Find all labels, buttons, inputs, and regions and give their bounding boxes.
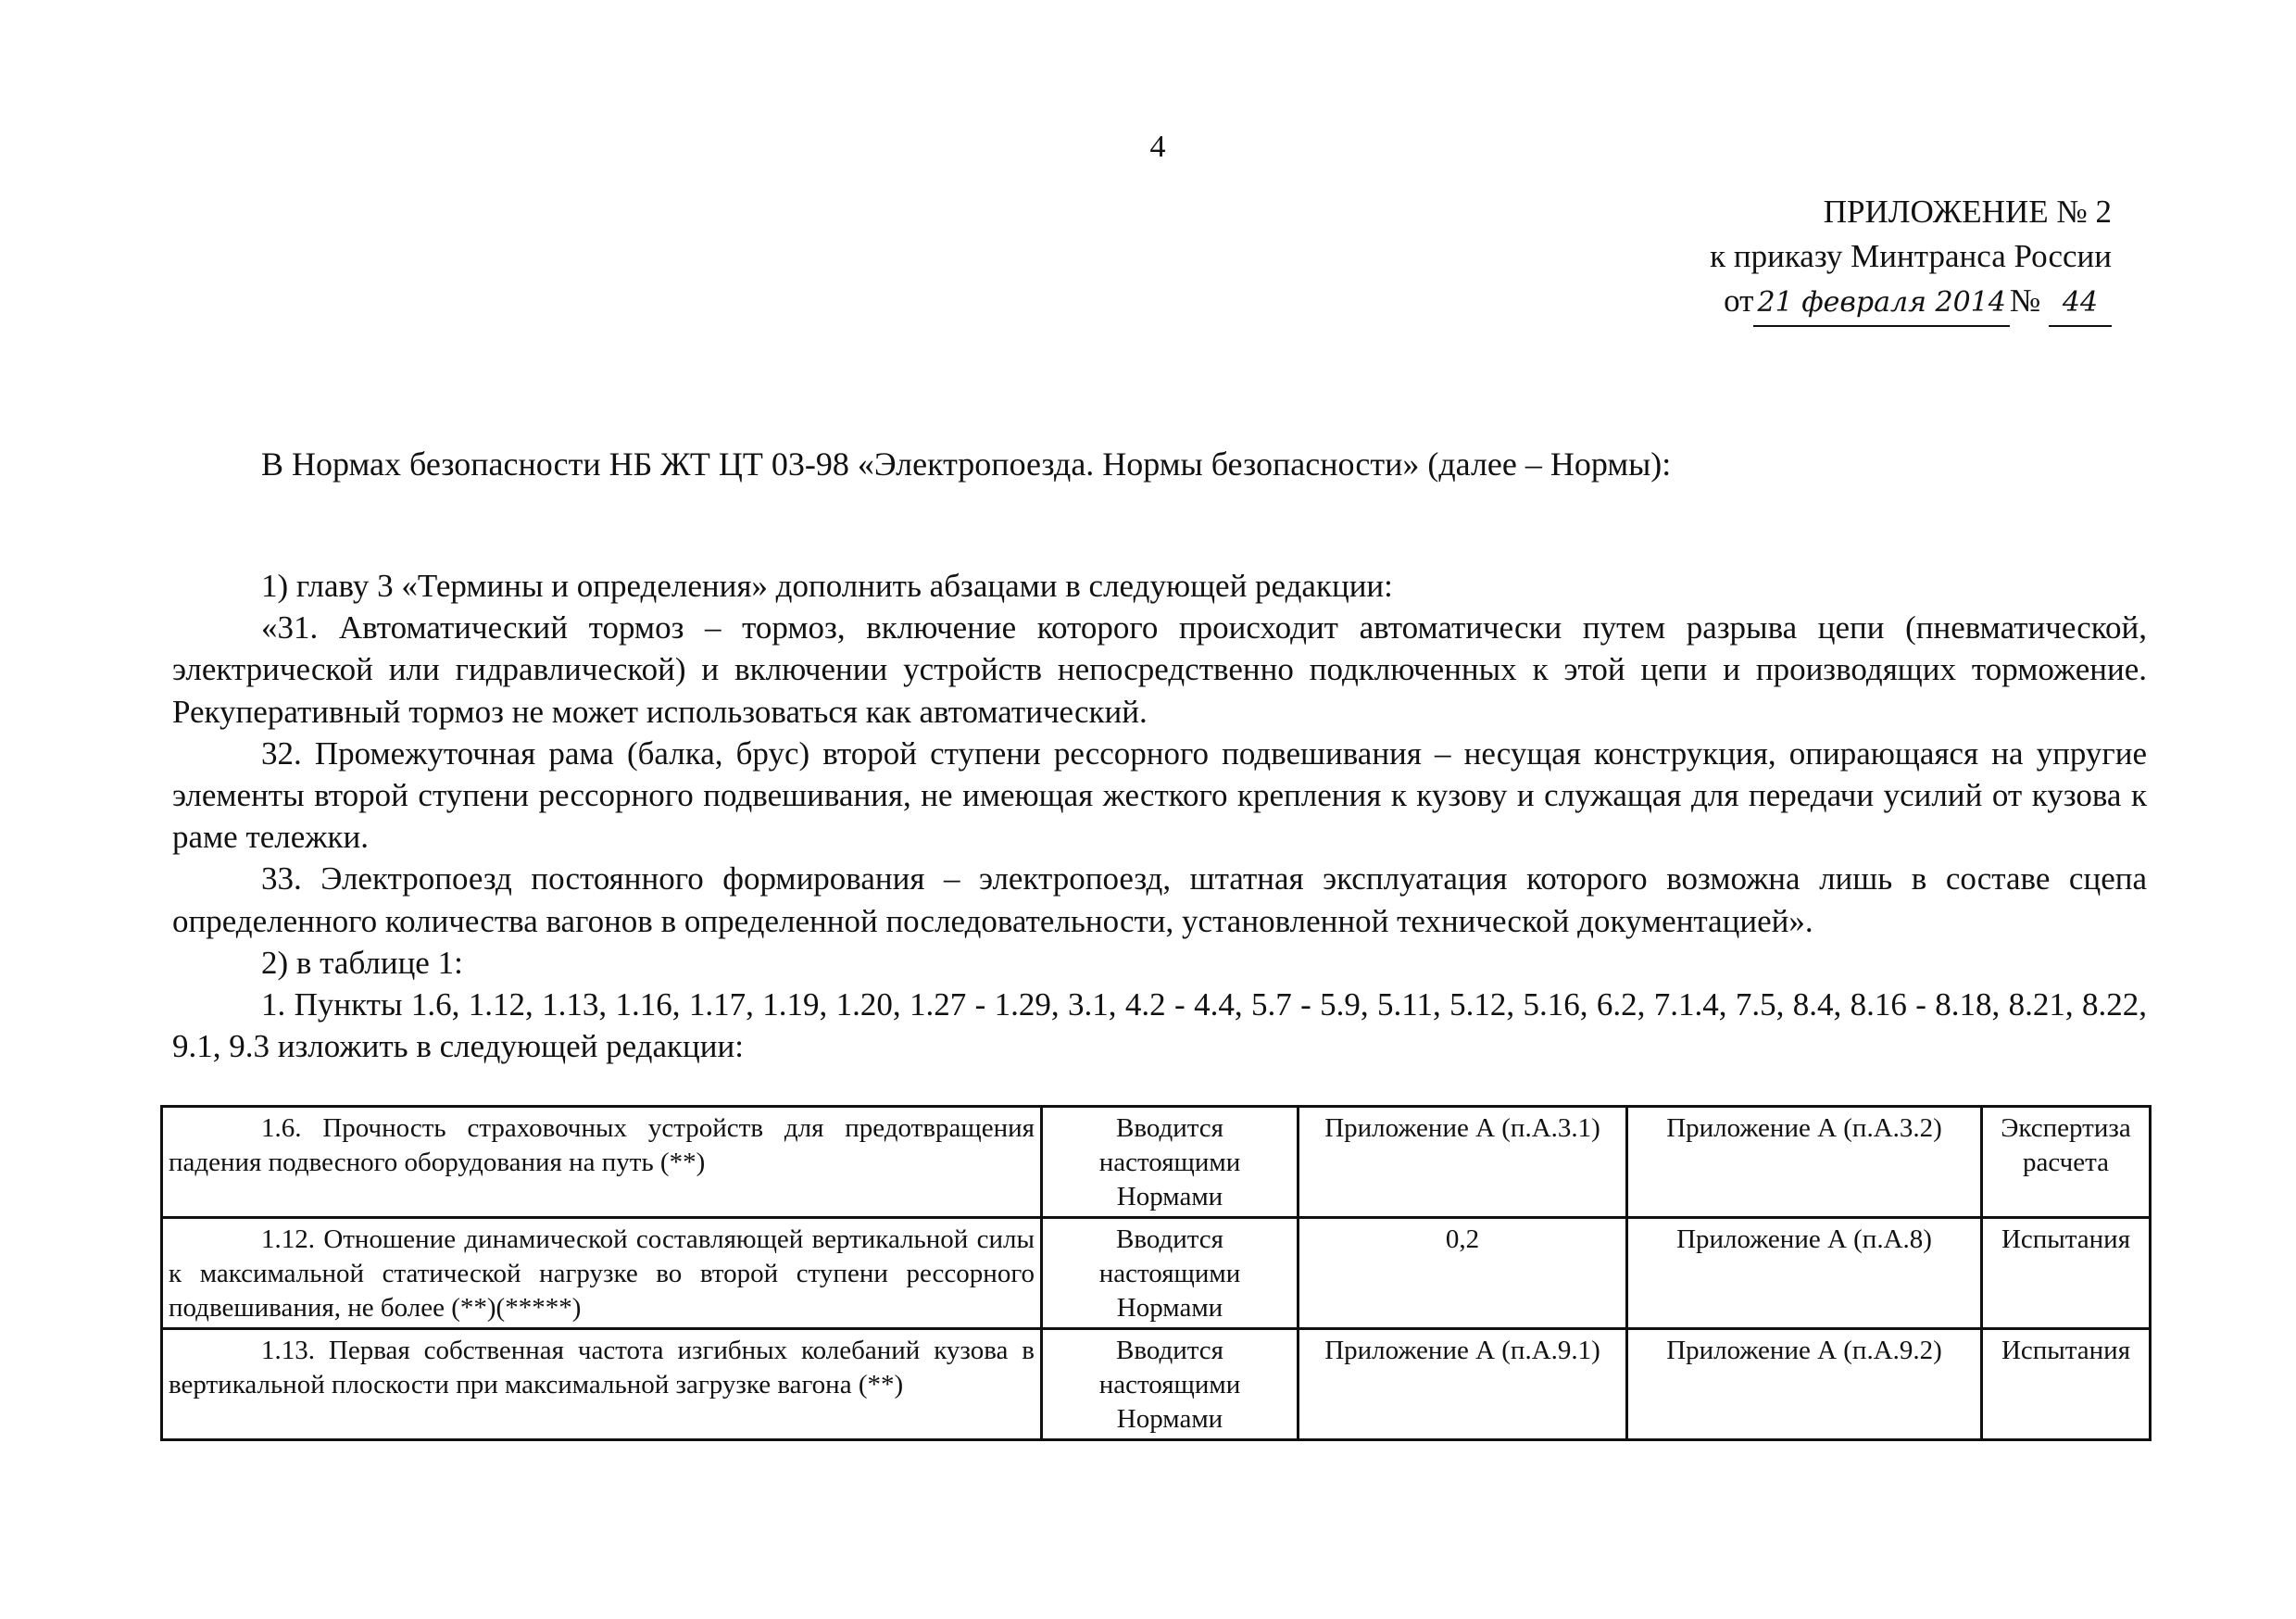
- introduced-cell: Вводится настоящими Нормами: [1042, 1218, 1299, 1329]
- requirement-cell: 1.12. Отношение динамической составляющей вертикальной силы к максимальной статической нагрузке во второй ступени рессорного подвешивания, не более (**)(*****): [162, 1218, 1042, 1329]
- table-row: [162, 1329, 2151, 1440]
- appendix-date-line: [1630, 279, 2112, 327]
- table-row: [162, 1218, 2151, 1329]
- intro-paragraph: В Нормах безопасности НБ ЖТ ЦТ 03-98 «Электропоезда. Нормы безопасности» (далее – Нормы):: [261, 446, 1672, 483]
- appendix-header: [1630, 190, 2112, 327]
- handwritten-date: 21 февраля 2014: [1753, 281, 2009, 327]
- paragraph-term-33: 33. Электропоезд постоянного формирования – электропоезд, штатная эксплуатация которого возможна лишь в составе сцепа определенного количества вагонов в определенной последовательности, установленной технической документацией».: [172, 860, 2147, 939]
- appendix-title: ПРИЛОЖЕНИЕ № 2: [1823, 194, 2112, 230]
- paragraph-table-1: 2) в таблице 1:: [261, 944, 463, 981]
- introduced-cell: Вводится настоящими Нормами: [1042, 1107, 1299, 1218]
- paragraph-chapter-3: 1) главу 3 «Термины и определения» дополнить абзацами в следующей редакции:: [261, 568, 1393, 604]
- page-number: 4: [1149, 130, 1166, 164]
- check-cell: Испытания: [1982, 1218, 2151, 1329]
- check-cell: Экспертиза расчета: [1982, 1107, 2151, 1218]
- introduced-cell: Вводится настоящими Нормами: [1042, 1329, 1299, 1440]
- paragraph-term-32: 32. Промежуточная рама (балка, брус) второй ступени рессорного подвешивания – несущая конструкция, опирающаяся на упругие элементы второй ступени рессорного подвешивания, не имеющая жесткого крепления к кузову и служащая для передачи усилий от кузова к раме тележки.: [172, 734, 2147, 856]
- requirements-table: [160, 1105, 2152, 1441]
- method-cell: Приложение А (п.А.9.2): [1627, 1329, 1982, 1440]
- table-row: [162, 1107, 2151, 1218]
- value-cell: Приложение А (п.А.9.1): [1299, 1329, 1627, 1440]
- value-cell: 0,2: [1299, 1218, 1627, 1329]
- handwritten-order-number: 44: [2049, 281, 2112, 327]
- method-cell: Приложение А (п.А.8): [1627, 1218, 1982, 1329]
- method-cell: Приложение А (п.А.3.2): [1627, 1107, 1982, 1218]
- date-prefix: от: [1724, 282, 1754, 319]
- paragraph-items-list: 1. Пункты 1.6, 1.12, 1.13, 1.16, 1.17, 1.19, 1.20, 1.27 - 1.29, 3.1, 4.2 - 4.4, 5.7 - 5.9, 5.11, 5.12, 5.16, 6.2, 7.1.4, 7.5, 8.4, 8.16 - 8.18, 8.21, 8.22, 9.1, 9.3 изложить в следующей редакции:: [172, 986, 2147, 1065]
- number-sign: №: [2009, 282, 2041, 319]
- requirement-cell: 1.6. Прочность страховочных устройств для предотвращения падения подвесного оборудования на путь (**): [162, 1107, 1042, 1218]
- check-cell: Испытания: [1982, 1329, 2151, 1440]
- amendment-text: [172, 565, 2147, 1067]
- paragraph-term-31: «31. Автоматический тормоз – тормоз, включение которого происходит автоматически путем разрыва цепи (пневматической, электрической или гидравлической) и включении устройств непосредственно подключенных к этой цепи и производящих торможение. Рекуперативный тормоз не может использоваться как автоматический.: [172, 609, 2147, 730]
- appendix-order-reference: к приказу Минтранса России: [1710, 238, 2112, 274]
- requirement-cell: 1.13. Первая собственная частота изгибных колебаний кузова в вертикальной плоскости при максимальной загрузке вагона (**): [162, 1329, 1042, 1440]
- value-cell: Приложение А (п.А.3.1): [1299, 1107, 1627, 1218]
